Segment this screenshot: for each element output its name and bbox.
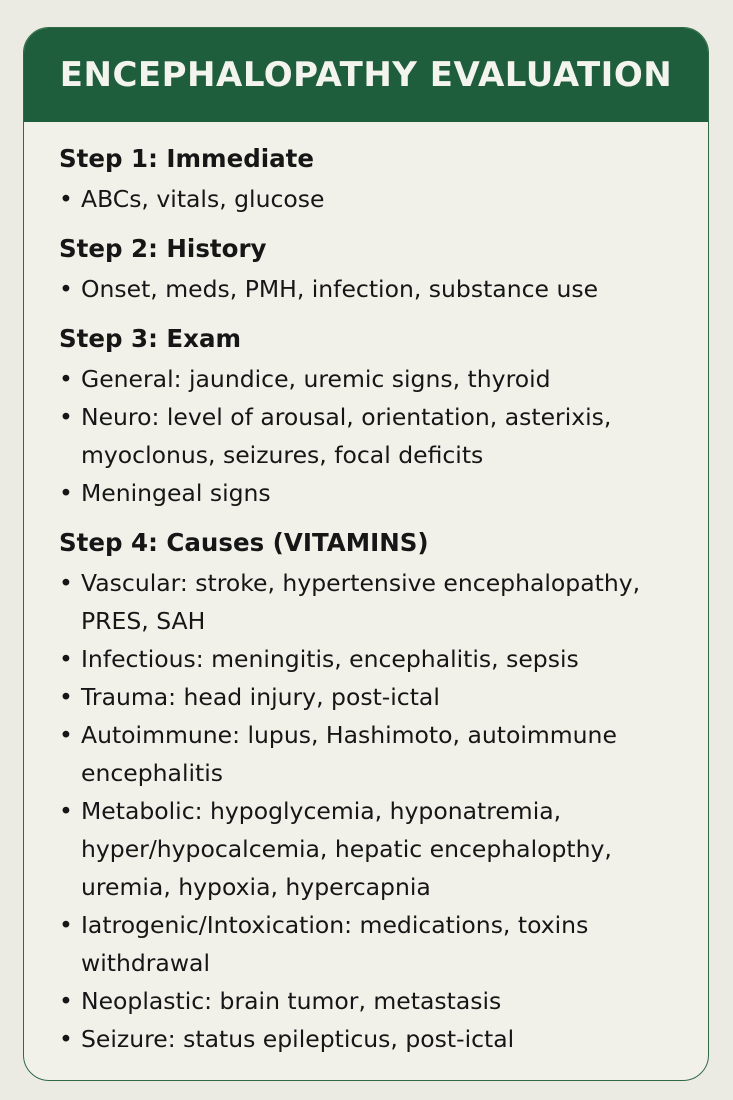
list-item — [59, 640, 708, 678]
bullet-list — [59, 360, 708, 512]
bullet-text — [81, 982, 708, 1020]
bullet-list — [59, 564, 708, 1058]
card-title: ENCEPHALOPATHY EVALUATION — [59, 55, 673, 95]
bullet-icon: • — [59, 185, 73, 213]
bullet-icon: • — [59, 569, 73, 597]
list-item — [59, 716, 708, 792]
bullet-text — [81, 564, 708, 640]
bullet-line: Iatrogenic/Intoxication: medications, toxins — [81, 911, 589, 939]
bullet-icon: • — [59, 479, 73, 507]
bullet-text — [81, 474, 708, 512]
step-4-causes — [59, 526, 708, 1058]
bullet-line: Trauma: head injury, post-ictal — [81, 683, 440, 711]
list-item — [59, 982, 708, 1020]
list-item — [59, 360, 708, 398]
bullet-text — [81, 678, 708, 716]
bullet-text — [81, 360, 708, 398]
bullet-text — [81, 270, 708, 308]
list-item — [59, 398, 708, 474]
bullet-line: Metabolic: hypoglycemia, hyponatremia, — [81, 797, 562, 825]
bullet-text — [81, 906, 708, 982]
list-item — [59, 678, 708, 716]
bullet-icon: • — [59, 403, 73, 431]
bullet-icon: • — [59, 683, 73, 711]
bullet-list — [59, 270, 708, 308]
bullet-line: General: jaundice, uremic signs, thyroid — [81, 365, 551, 393]
bullet-list — [59, 180, 708, 218]
step-1-immediate — [59, 142, 708, 218]
card-header — [24, 28, 708, 122]
bullet-text — [81, 180, 708, 218]
list-item — [59, 270, 708, 308]
bullet-line: Seizure: status epilepticus, post-ictal — [81, 1025, 515, 1053]
bullet-line: hyper/hypocalcemia, hepatic encephalopthy, — [81, 835, 612, 863]
step-heading: Step 3: Exam — [59, 324, 242, 353]
bullet-line: PRES, SAH — [81, 607, 206, 635]
card-body — [24, 122, 708, 1058]
bullet-icon: • — [59, 275, 73, 303]
list-item — [59, 1020, 708, 1058]
bullet-text — [81, 716, 708, 792]
list-item — [59, 564, 708, 640]
bullet-icon: • — [59, 365, 73, 393]
bullet-text — [81, 1020, 708, 1058]
bullet-line: uremia, hypoxia, hypercapnia — [81, 873, 431, 901]
list-item — [59, 474, 708, 512]
step-heading: Step 1: Immediate — [59, 144, 315, 173]
bullet-line: ABCs, vitals, glucose — [81, 185, 325, 213]
step-heading: Step 4: Causes (VITAMINS) — [59, 528, 429, 557]
bullet-line: Neoplastic: brain tumor, metastasis — [81, 987, 502, 1015]
list-item — [59, 180, 708, 218]
bullet-line: Meningeal signs — [81, 479, 271, 507]
step-2-history — [59, 232, 708, 308]
bullet-text — [81, 792, 708, 906]
bullet-line: Infectious: meningitis, encephalitis, sepsis — [81, 645, 579, 673]
bullet-line: myoclonus, seizures, focal deficits — [81, 441, 484, 469]
bullet-icon: • — [59, 797, 73, 825]
step-heading: Step 2: History — [59, 234, 267, 263]
bullet-text — [81, 398, 708, 474]
bullet-line: Neuro: level of arousal, orientation, asterixis, — [81, 403, 612, 431]
bullet-text — [81, 640, 708, 678]
bullet-icon: • — [59, 645, 73, 673]
list-item — [59, 792, 708, 906]
list-item — [59, 906, 708, 982]
bullet-line: Onset, meds, PMH, infection, substance use — [81, 275, 599, 303]
bullet-icon: • — [59, 911, 73, 939]
evaluation-card — [23, 27, 709, 1081]
bullet-line: Vascular: stroke, hypertensive encephalopathy, — [81, 569, 641, 597]
bullet-line: Autoimmune: lupus, Hashimoto, autoimmune — [81, 721, 617, 749]
bullet-line: withdrawal — [81, 949, 210, 977]
bullet-icon: • — [59, 1025, 73, 1053]
bullet-icon: • — [59, 721, 73, 749]
bullet-icon: • — [59, 987, 73, 1015]
bullet-line: encephalitis — [81, 759, 223, 787]
step-3-exam — [59, 322, 708, 512]
